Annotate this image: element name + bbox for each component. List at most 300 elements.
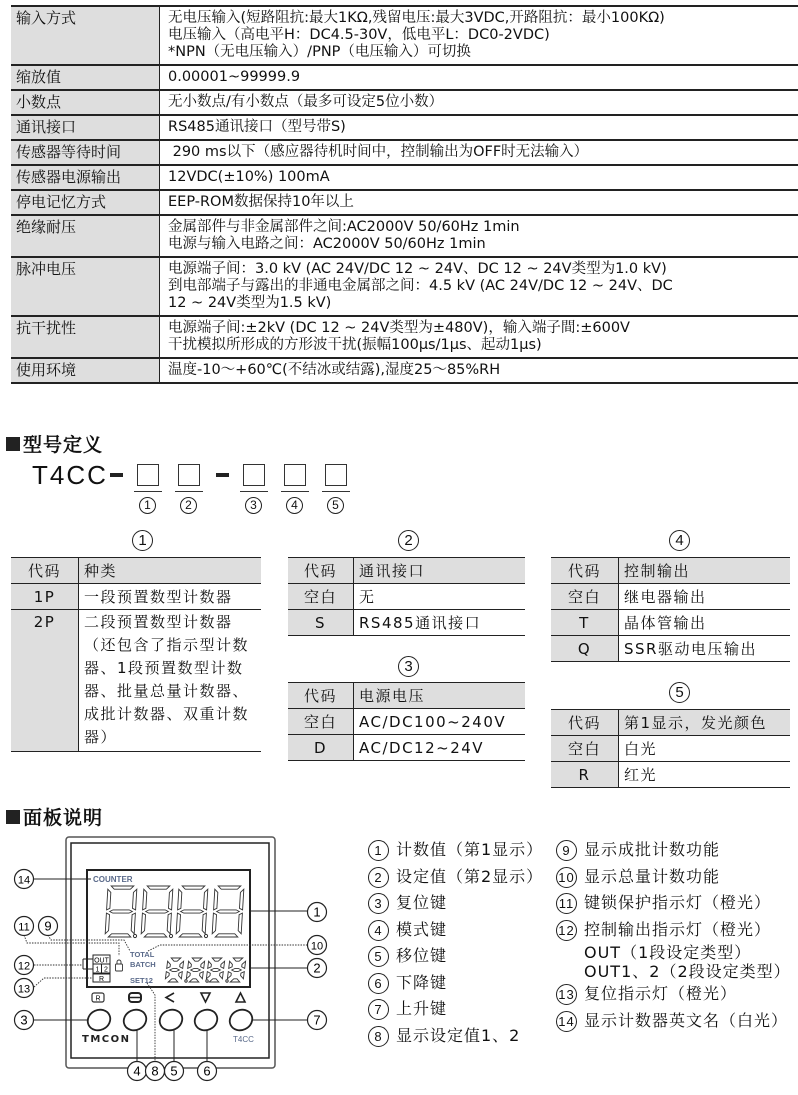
segment [212,913,216,934]
legend-number: 13 [556,984,577,1005]
code-table [11,557,261,752]
mode-button[interactable] [120,1006,149,1034]
legend-text: 显示设定值1、2 [396,1025,521,1045]
description-cell: AC/DC12~24V [354,735,526,761]
header-cell: 代码 [11,558,79,584]
legend-text: 移位键 [396,946,448,965]
code-table-row [551,636,790,662]
segment [107,889,111,910]
spec-row [11,140,798,165]
callout-number: 6 [203,1063,211,1079]
sub-digit [206,958,224,982]
code-table-number: 1 [132,530,153,551]
segment [131,913,135,934]
main-digit [176,886,208,937]
code-table-header [551,710,790,736]
spec-key: 通讯接口 [11,115,160,140]
segment [186,972,190,979]
callout-number: 7 [313,1012,321,1028]
model-code-slot [243,464,265,486]
legend-item [368,1023,543,1050]
segment [168,979,178,982]
sub-digit [227,958,245,982]
callout-marker [308,1011,327,1030]
callout-number: 12 [17,960,31,973]
code-cell: 空白 [551,736,619,762]
segment [181,910,204,913]
legend-number: 12 [556,920,577,941]
code-table-row [288,610,525,636]
callout-marker [15,917,34,936]
slot-number: 2 [180,497,197,514]
slot-underline [281,491,309,492]
spec-value [160,6,798,65]
spec-row [11,165,798,190]
header-cell: 代码 [551,558,619,584]
model-code-slot [325,464,347,486]
slot-number: 1 [139,497,156,514]
segment [192,958,202,961]
callout-marker [146,1062,165,1081]
legend-number: 7 [368,999,389,1020]
legend-text: 控制输出指示灯（橙光） [584,919,772,939]
description-cell: RS485通讯接口 [354,610,526,636]
legend-number: 1 [368,840,389,861]
sub-display-digits [165,958,245,982]
spec-key: 抗干扰性 [11,316,160,358]
slot-underline [240,491,268,492]
segment [167,961,171,968]
panel-section-heading [6,803,103,830]
code-table-row [288,584,525,610]
segment [203,889,207,910]
spec-row [11,190,798,215]
slot-number: 5 [327,497,344,514]
code-table-header [11,558,261,584]
spec-value-line: 无电压输入(短路阻抗:最大1KΩ,残留电压:最大3VDC,开路阻抗：最小100KΩ) [168,10,665,26]
segment [111,886,134,889]
legend-item [556,837,791,864]
code-cell: 空白 [551,584,619,610]
main-digit [141,886,173,937]
code-cell: T [551,610,619,636]
up-key-icon [236,993,245,1002]
spec-row [11,215,798,257]
heading-text: 面板说明 [23,807,104,829]
segment [110,910,133,913]
legend-text: 复位键 [396,893,448,912]
callout-number: 2 [313,960,321,976]
spec-value-line: 无小数点/有小数点（最多可设定5位小数） [168,94,444,110]
segment [217,910,240,913]
segment [143,889,147,910]
model-prefix: T4CC [32,460,108,490]
main-digit [105,886,137,937]
segment [146,910,169,913]
callout-marker [15,870,34,889]
panel-diagram [0,830,340,1095]
bullet-square-icon [6,437,20,451]
description-cell: 晶体管输出 [619,610,791,636]
segment [171,958,181,961]
spec-value [160,358,798,383]
set-label: SET12 [130,976,153,985]
description-cell: 继电器输出 [619,584,791,610]
spec-key: 小数点 [11,90,160,115]
segment [241,972,245,979]
bullet-square-icon [6,810,20,824]
decimal-point [204,934,207,937]
legend-text: 显示成批计数功能 [584,840,721,859]
legend-number: 14 [556,1011,577,1032]
spec-value-line: 干扰模拟所形成的方形波干扰(振幅100μs/1μs、起动1μs) [168,337,542,353]
segment [144,934,167,937]
segment [188,961,192,968]
header-cell: 通讯接口 [354,558,526,584]
segment [230,979,240,982]
description-cell: 一段预置数型计数器 [79,584,262,610]
segment [232,968,242,971]
slot-underline [134,491,162,492]
spec-value [160,140,798,165]
code-table-row [551,762,790,788]
segment [132,889,136,910]
spec-value-line: 金属部件与非金属部件之间:AC2000V 50/60Hz 1min [168,219,520,235]
callout-number: 10 [310,940,324,953]
key-lock-icon [116,960,123,971]
legend-item [556,890,791,917]
legend-number: 10 [556,867,577,888]
total-label: TOTAL [130,950,155,959]
sub-digit [186,958,204,982]
legend-text: 设定值（第2显示） [396,866,544,886]
header-cell: 种类 [79,558,262,584]
counter-label: COUNTER [93,875,133,884]
callout-marker [308,903,327,922]
model-section-heading [6,430,103,457]
legend-number: 8 [368,1026,389,1047]
legend-left [368,837,543,1049]
spec-value-line: 290 ms以下（感应器待机时间中，控制输出为OFF时无法输入） [168,144,589,160]
legend-item [556,917,791,944]
code-table-header [288,683,525,709]
spec-value [160,90,798,115]
header-cell: 电源电压 [354,683,526,709]
code-cell: R [551,762,619,788]
code-table-row [288,709,525,735]
segment [167,913,171,934]
code-cell: Q [551,636,619,662]
segment [170,968,180,971]
callout-number: 13 [17,983,31,996]
spec-value-line: 电源端子间：3.0 kV (AC 24V/DC 12 ~ 24V、DC 12 ~ 24V类型为1.0 kV) [168,261,667,277]
spec-row [11,65,798,90]
spec-value [160,65,798,90]
description-cell: AC/DC100~240V [354,709,526,735]
spec-value-line: 0.00001~99999.9 [168,69,301,85]
code-table [551,709,790,788]
spec-key: 传感器电源输出 [11,165,160,190]
segment [212,958,222,961]
up-button[interactable] [226,1006,255,1034]
segment [211,968,221,971]
spec-row [11,316,798,358]
description-cell: SSR驱动电压输出 [619,636,791,662]
code-table-header [288,558,525,584]
segment [229,961,233,968]
callout-marker [39,917,58,936]
segment [214,889,218,910]
segment [180,961,184,968]
header-cell: 代码 [288,558,354,584]
reset-button[interactable] [84,1006,113,1034]
segment [209,979,219,982]
segment [200,972,204,979]
segment [233,958,243,961]
spec-key: 传感器等待时间 [11,140,160,165]
spec-value [160,316,798,358]
legend-subtext: OUT1、2（2段设定类型） [584,962,791,981]
legend-right [556,837,791,1034]
segment [147,886,170,889]
decimal-point [169,934,172,937]
device-model-label: T4CC [233,1035,254,1044]
spec-value-line: *NPN（无电压输入）/PNP（电压输入）可切换 [168,44,471,60]
legend-number: 11 [556,893,577,914]
code-table-row [288,735,525,761]
callout-marker [198,1062,217,1081]
segment [182,886,205,889]
brand-logo: TMCON [82,1034,131,1045]
callout-marker [308,936,327,955]
segment [168,889,172,910]
legend-subtext: OUT（1段设定类型） [584,943,752,962]
spec-key: 使用环境 [11,358,160,383]
reset-indicator-label: R [98,976,105,983]
legend-number: 6 [368,973,389,994]
spec-row [11,115,798,140]
segment [178,889,182,910]
slot-underline [175,491,203,492]
segment [141,913,145,934]
header-cell: 代码 [288,683,354,709]
code-table [288,557,525,636]
legend-item [368,943,543,970]
code-table-number: 4 [669,530,690,551]
spec-value [160,165,798,190]
model-code-slot [137,464,159,486]
segment [242,961,246,968]
segment [221,961,225,968]
legend-text: 模式键 [396,919,448,939]
callout-number: 4 [133,1063,141,1079]
decimal-point [133,934,136,937]
segment [105,913,109,934]
legend-text: 上升键 [396,999,448,1018]
batch-label: BATCH [130,960,156,969]
segment [227,972,231,979]
code-cell: 1P [11,584,79,610]
dash-1 [110,473,123,477]
spec-value-line: 12 ~ 24V类型为1.5 kV) [168,295,332,311]
segment [220,972,224,979]
callout-marker [15,956,34,975]
legend-text: 键锁保护指示灯（橙光） [584,893,772,912]
out-label: OUT [94,957,109,965]
dash-2 [216,473,229,477]
segment [202,913,206,934]
segment [218,886,241,889]
callout-number: 3 [20,1012,28,1028]
callout-number: 9 [44,918,52,934]
legend-item [368,970,543,997]
header-cell: 代码 [551,710,619,736]
decimal-point [206,980,208,982]
legend-text: 下降键 [396,972,448,992]
legend-text: 计数值（第1显示） [396,840,544,859]
mode-key-icon [129,993,141,1002]
legend-number: 5 [368,946,389,967]
segment [179,972,183,979]
code-table-number: 3 [398,656,419,677]
code-table-number: 5 [669,682,690,703]
spec-row [11,6,798,65]
spec-row [11,358,798,383]
header-cell: 控制输出 [619,558,791,584]
spec-row [11,257,798,316]
spec-value-line: 电压输入（高电平H：DC4.5-30V，低电平L：DC0-2VDC) [168,27,550,43]
segment [191,968,201,971]
model-code-slot [284,464,306,486]
legend-item [368,996,543,1023]
spec-value-line: RS485通讯接口（型号带S) [168,119,346,135]
main-display-digits [105,886,244,938]
description-cell: 白光 [619,736,791,762]
legend-text: 显示总量计数功能 [584,866,721,886]
description-cell: 二段预置数型计数器（还包含了指示型计数器、1段预置数型计数器、批量总量计数器、成批计数器、双重计数器） [79,610,262,752]
segment [238,913,242,934]
callout-number: 5 [170,1063,178,1079]
spec-value [160,215,798,257]
decimal-point [226,980,228,982]
slot-number: 3 [245,497,262,514]
callout-marker [308,959,327,978]
down-key-icon [201,993,210,1002]
spec-key: 脉冲电压 [11,257,160,316]
spec-value [160,115,798,140]
segment [239,889,243,910]
spec-value-line: 12VDC(±10%) 100mA [168,169,330,185]
code-cell: 2P [11,610,79,752]
legend-item [368,890,543,917]
slot-underline [322,491,350,492]
spec-key: 输入方式 [11,6,160,65]
callout-marker [15,1011,34,1030]
spec-value [160,190,798,215]
slot-number: 4 [286,497,303,514]
out2-label: 2 [104,966,108,974]
spec-value-line: 温度-10～+60℃(不结冰或结露),湿度25～85%RH [168,362,501,378]
code-table [288,682,525,761]
spec-value-line: EEP-ROM数据保持10年以上 [168,194,354,210]
shift-button[interactable] [156,1006,185,1034]
spec-table [11,5,798,384]
spec-key: 绝缘耐压 [11,215,160,257]
callout-marker [165,1062,184,1081]
segment [108,934,131,937]
description-cell: 无 [354,584,526,610]
spec-row [11,90,798,115]
segment [176,913,180,934]
segment [206,972,210,979]
segment [201,961,205,968]
legend-text: 复位指示灯（橙光） [584,984,738,1003]
down-button[interactable] [191,1006,220,1034]
callout-number: 1 [313,904,321,920]
segment [215,934,238,937]
legend-number: 9 [556,840,577,861]
code-table-row [551,610,790,636]
code-table-row [11,584,261,610]
main-digit [212,886,244,937]
legend-item [556,864,791,891]
segment [179,934,202,937]
sub-digit [165,958,183,982]
spec-value-line: 电源端子间:±2kV (DC 12 ~ 24V类型为±480V)，输入端子間:±600V [168,320,630,336]
code-table-row [551,584,790,610]
legend-item [368,864,543,891]
spec-key: 停电记忆方式 [11,190,160,215]
code-cell: 空白 [288,709,354,735]
description-cell: 红光 [619,762,791,788]
code-table [551,557,790,662]
spec-value-line: 到电部端子与露出的非通电金属部之间：4.5 kV (AC 24V/DC 12 ~ 24V、DC [168,278,673,294]
reset-key-icon-label: R [95,995,101,1003]
spec-key: 缩放值 [11,65,160,90]
callout-number: 14 [17,874,31,887]
legend-number: 4 [368,920,389,941]
segment [208,961,212,968]
code-cell: S [288,610,354,636]
legend-item [556,981,791,1008]
decimal-point [185,980,187,982]
model-code-slot [178,464,200,486]
code-table-number: 2 [398,530,419,551]
shift-key-icon [166,993,174,1002]
code-table-header [551,558,790,584]
segment [189,979,199,982]
segment [165,972,169,979]
callout-number: 8 [151,1063,159,1079]
callout-marker [15,979,34,998]
legend-item [368,837,543,864]
out1-label: 1 [95,966,100,974]
spec-value-line: 电源与输入电路之间：AC2000V 50/60Hz 1min [168,236,486,252]
callout-number: 11 [18,921,30,934]
heading-text: 型号定义 [23,434,104,456]
legend-item [556,1008,791,1035]
legend-text: 显示计数器英文名（白光） [584,1010,789,1030]
code-table-row [11,610,261,752]
legend-item [368,917,543,944]
legend-number: 2 [368,867,389,888]
legend-number: 3 [368,893,389,914]
spec-value [160,257,798,316]
code-cell: 空白 [288,584,354,610]
code-table-row [551,736,790,762]
callout-marker [128,1062,147,1081]
header-cell: 第1显示，发光颜色 [619,710,791,736]
